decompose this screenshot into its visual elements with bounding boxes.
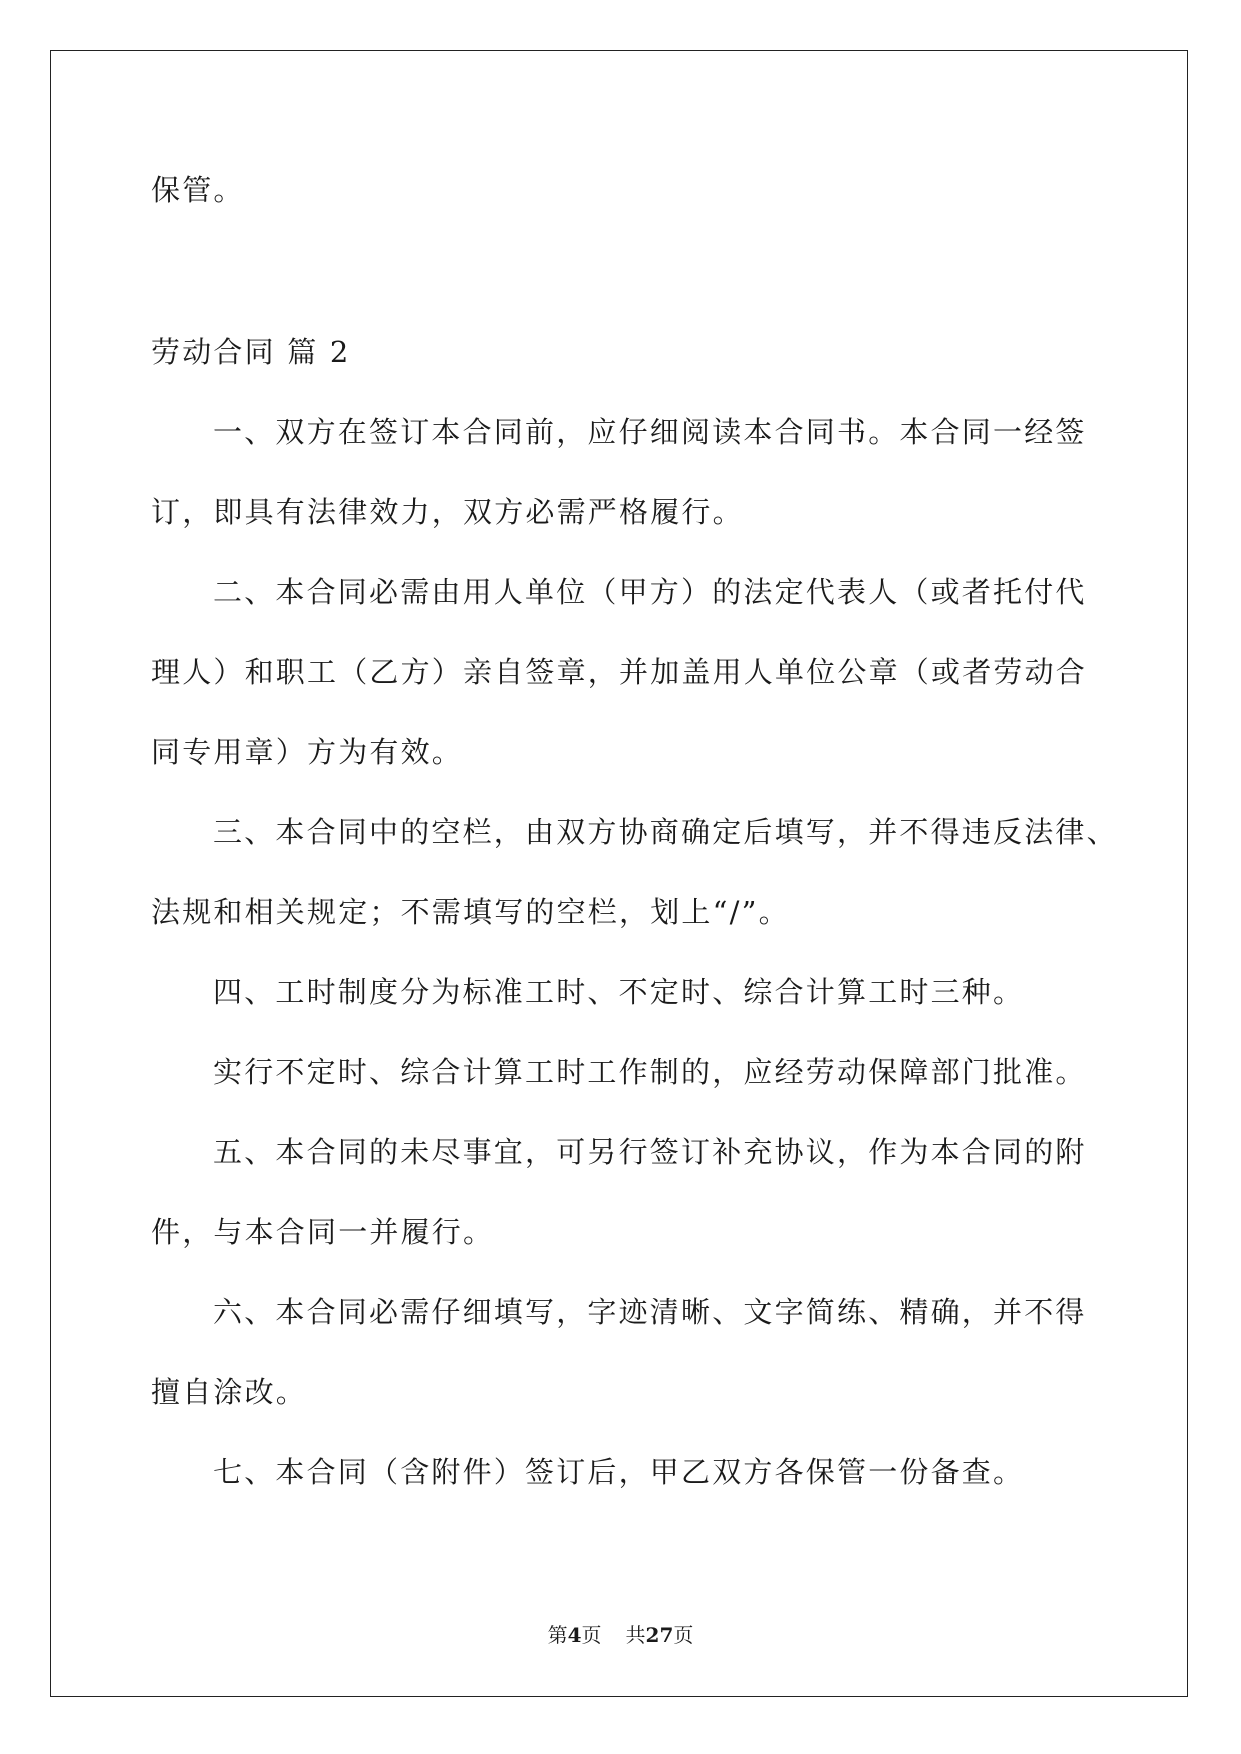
section-heading: 劳动合同 篇 2 <box>151 335 351 369</box>
body-line: 订，即具有法律效力，双方必需严格履行。 <box>151 495 744 529</box>
page-unit: 页 <box>581 1623 602 1647</box>
total-prefix: 共 <box>625 1623 646 1647</box>
body-line: 擅自涂改。 <box>151 1375 308 1409</box>
page-footer <box>0 1621 1241 1649</box>
body-line: 五、本合同的未尽事宜，可另行签订补充协议，作为本合同的附 <box>213 1135 1087 1169</box>
page-border <box>50 50 1188 1697</box>
body-line: 三、本合同中的空栏，由双方协商确定后填写，并不得违反法律、 <box>213 815 1118 849</box>
body-line: 六、本合同必需仔细填写，字迹清晰、文字简练、精确，并不得 <box>213 1295 1087 1329</box>
body-line: 七、本合同（含附件）签订后，甲乙双方各保管一份备查。 <box>213 1455 1025 1489</box>
total-unit: 页 <box>673 1623 694 1647</box>
body-line: 件，与本合同一并履行。 <box>151 1215 495 1249</box>
body-line: 实行不定时、综合计算工时工作制的，应经劳动保障部门批准。 <box>213 1055 1087 1089</box>
body-line: 理人）和职工（乙方）亲自签章，并加盖用人单位公章（或者劳动合 <box>151 655 1088 689</box>
body-line: 一、双方在签订本合同前，应仔细阅读本合同书。本合同一经签 <box>213 415 1087 449</box>
body-line: 法规和相关规定；不需填写的空栏，划上“/”。 <box>151 895 790 929</box>
total-pages: 27 <box>645 1623 674 1647</box>
body-line: 同专用章）方为有效。 <box>151 735 464 769</box>
body-line: 二、本合同必需由用人单位（甲方）的法定代表人（或者托付代 <box>213 575 1087 609</box>
page-number: 4 <box>567 1623 582 1647</box>
body-line: 四、工时制度分为标准工时、不定时、综合计算工时三种。 <box>213 975 1025 1009</box>
page-prefix: 第 <box>547 1623 568 1647</box>
body-line: 保管。 <box>151 173 245 207</box>
